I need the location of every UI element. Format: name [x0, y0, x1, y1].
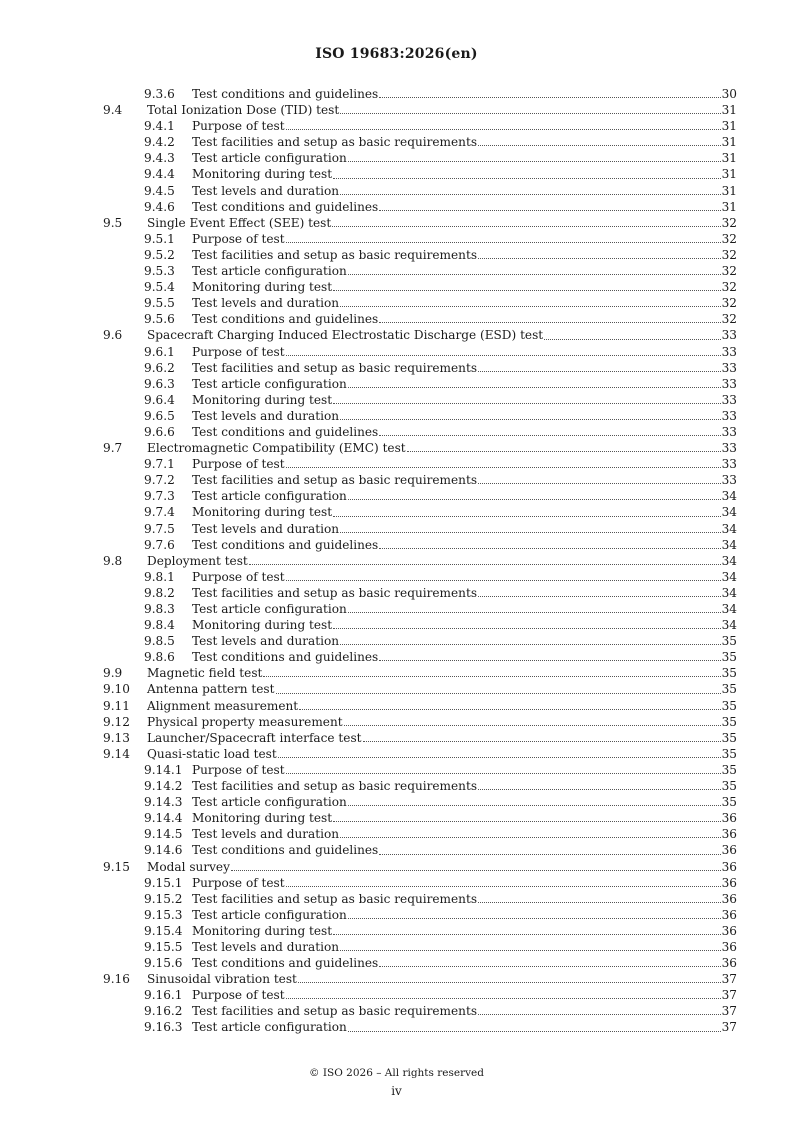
toc-dot-leader	[348, 918, 721, 919]
toc-entry-page: 31	[721, 135, 737, 150]
toc-dot-leader	[333, 178, 720, 179]
toc-entry-number: 9.8.5	[144, 634, 175, 649]
toc-entry-title: Test facilities and setup as basic requirements	[192, 585, 478, 600]
toc-entry[interactable]	[103, 762, 737, 778]
toc-entry[interactable]	[103, 810, 737, 826]
toc-entry-title: Test conditions and guidelines	[192, 87, 379, 101]
toc-entry[interactable]	[103, 488, 737, 504]
toc-entry-page: 33	[721, 457, 737, 472]
toc-entry-title: Sinusoidal vibration test	[147, 972, 297, 987]
toc-dot-leader	[478, 596, 721, 597]
toc-entry[interactable]	[103, 215, 737, 231]
toc-dot-leader	[286, 998, 721, 999]
toc-dot-leader	[333, 934, 720, 935]
toc-dot-leader	[340, 113, 720, 114]
toc-entry-number: 9.6.5	[144, 408, 175, 423]
toc-entry-title: Test facilities and setup as basic requirements	[192, 473, 478, 488]
toc-entry-page: 33	[721, 408, 737, 423]
toc-entry[interactable]	[103, 617, 737, 633]
toc-entry[interactable]	[103, 939, 737, 955]
toc-entry-number: 9.4.6	[144, 199, 175, 214]
toc-dot-leader	[363, 741, 721, 742]
toc-entry-number: 9.8	[103, 553, 123, 568]
toc-entry-number: 9.5.1	[144, 231, 175, 246]
toc-entry-number: 9.15.1	[144, 875, 183, 890]
toc-entry-number: 9.8.6	[144, 650, 175, 665]
toc-entry-page: 36	[721, 956, 737, 971]
toc-entry-page: 31	[721, 199, 737, 214]
toc-entry-page: 36	[721, 859, 737, 874]
toc-dot-leader	[407, 451, 721, 452]
toc-entry[interactable]	[103, 553, 737, 569]
toc-dot-leader	[379, 210, 720, 211]
toc-entry[interactable]	[103, 102, 737, 118]
toc-dot-leader	[286, 773, 721, 774]
toc-entry-number: 9.7.2	[144, 473, 175, 488]
toc-entry-title: Test levels and duration	[192, 634, 340, 649]
toc-entry-title: Purpose of test	[192, 231, 285, 246]
toc-entry-page: 32	[721, 312, 737, 327]
toc-dot-leader	[478, 789, 721, 790]
toc-entry-title: Test facilities and setup as basic requirements	[192, 891, 478, 906]
toc-entry-title: Test conditions and guidelines	[192, 424, 379, 439]
toc-entry-page: 36	[721, 891, 737, 906]
toc-entry[interactable]	[103, 987, 737, 1003]
toc-entry[interactable]	[103, 971, 737, 987]
toc-entry[interactable]	[103, 134, 737, 150]
toc-entry-page: 35	[721, 730, 737, 745]
toc-entry-title: Test facilities and setup as basic requirements	[192, 1004, 478, 1019]
toc-entry-title: Test levels and duration	[192, 296, 340, 311]
toc-entry-title: Test article configuration	[192, 489, 347, 504]
toc-entry[interactable]	[103, 521, 737, 537]
toc-entry-number: 9.14.5	[144, 827, 183, 842]
toc-entry[interactable]	[103, 263, 737, 279]
toc-entry[interactable]	[103, 746, 737, 762]
toc-entry-page: 34	[721, 569, 737, 584]
toc-entry-title: Test levels and duration	[192, 521, 340, 536]
toc-entry-page: 35	[721, 682, 737, 697]
toc-entry-page: 36	[721, 843, 737, 858]
toc-entry-title: Electromagnetic Compatibility (EMC) test	[147, 441, 406, 456]
toc-entry-page: 31	[721, 167, 737, 182]
toc-entry-number: 9.4.1	[144, 119, 175, 134]
toc-entry-number: 9.11	[103, 698, 130, 713]
toc-dot-leader	[544, 339, 720, 340]
toc-dot-leader	[249, 564, 721, 565]
toc-entry[interactable]	[103, 1019, 737, 1035]
toc-dot-leader	[333, 403, 720, 404]
toc-entry[interactable]	[103, 327, 737, 343]
toc-entry-page: 34	[721, 505, 737, 520]
toc-entry[interactable]	[103, 859, 737, 875]
toc-entry[interactable]	[103, 118, 737, 134]
toc-dot-leader	[340, 950, 721, 951]
toc-dot-leader	[333, 821, 720, 822]
toc-dot-leader	[348, 1031, 721, 1032]
toc-entry[interactable]	[103, 424, 737, 440]
toc-entry-page: 35	[721, 779, 737, 794]
toc-entry-title: Test conditions and guidelines	[192, 312, 379, 327]
toc-entry[interactable]	[103, 585, 737, 601]
toc-entry-title: Test facilities and setup as basic requirements	[192, 779, 478, 794]
toc-entry-number: 9.5.3	[144, 264, 175, 279]
toc-entry-title: Test article configuration	[192, 264, 347, 279]
toc-entry-page: 34	[721, 537, 737, 552]
toc-entry-number: 9.12	[103, 714, 130, 729]
toc-entry-number: 9.6.6	[144, 424, 175, 439]
toc-entry-number: 9.8.4	[144, 618, 175, 633]
toc-dot-leader	[478, 483, 721, 484]
toc-entry[interactable]	[103, 698, 737, 714]
toc-entry-title: Monitoring during test	[192, 392, 333, 407]
toc-entry[interactable]	[103, 440, 737, 456]
toc-entry[interactable]	[103, 923, 737, 939]
toc-entry[interactable]	[103, 295, 737, 311]
toc-entry[interactable]	[103, 826, 737, 842]
toc-dot-leader	[332, 226, 720, 227]
toc-entry[interactable]	[103, 842, 737, 858]
toc-dot-leader	[333, 628, 720, 629]
document-header: ISO 19683:2026(en)	[315, 46, 478, 62]
toc-entry-title: Purpose of test	[192, 988, 285, 1003]
toc-dot-leader	[379, 322, 720, 323]
toc-entry-page: 34	[721, 585, 737, 600]
toc-entry[interactable]	[103, 537, 737, 553]
toc-dot-leader	[340, 837, 721, 838]
toc-entry-page: 32	[721, 247, 737, 262]
toc-entry-page: 36	[721, 939, 737, 954]
toc-dot-leader	[348, 499, 721, 500]
toc-entry-number: 9.15.2	[144, 891, 183, 906]
toc-entry-title: Test conditions and guidelines	[192, 843, 379, 858]
toc-entry-number: 9.14	[103, 746, 130, 761]
toc-entry-page: 36	[721, 875, 737, 890]
toc-entry-number: 9.16.1	[144, 988, 183, 1003]
toc-entry-number: 9.7.1	[144, 457, 175, 472]
toc-entry-number: 9.15.4	[144, 923, 183, 938]
toc-entry-title: Physical property measurement	[147, 714, 343, 729]
toc-entry[interactable]	[103, 907, 737, 923]
toc-entry[interactable]	[103, 311, 737, 327]
toc-entry-title: Modal survey	[147, 859, 230, 874]
toc-entry-number: 9.5.5	[144, 296, 175, 311]
toc-dot-leader	[286, 355, 721, 356]
table-of-contents	[103, 86, 737, 1036]
toc-dot-leader	[340, 194, 721, 195]
toc-entry-title: Total Ionization Dose (TID) test	[147, 103, 340, 118]
toc-entry-number: 9.15.5	[144, 939, 183, 954]
toc-entry-page: 34	[721, 553, 737, 568]
toc-entry[interactable]	[103, 601, 737, 617]
toc-entry-title: Test article configuration	[192, 907, 347, 922]
toc-entry-title: Antenna pattern test	[147, 682, 275, 697]
toc-entry-title: Purpose of test	[192, 344, 285, 359]
toc-entry-page: 35	[721, 650, 737, 665]
toc-entry[interactable]	[103, 392, 737, 408]
toc-entry-title: Monitoring during test	[192, 167, 333, 182]
toc-entry-number: 9.6.4	[144, 392, 175, 407]
toc-entry-number: 9.4.2	[144, 135, 175, 150]
toc-entry-number: 9.8.3	[144, 602, 175, 616]
toc-entry[interactable]	[103, 649, 737, 665]
toc-entry[interactable]	[103, 199, 737, 215]
toc-entry[interactable]	[103, 344, 737, 360]
toc-entry-title: Purpose of test	[192, 119, 285, 134]
toc-entry[interactable]	[103, 778, 737, 794]
toc-entry-number: 9.9	[103, 666, 123, 681]
toc-entry-page: 32	[721, 231, 737, 246]
toc-entry[interactable]	[103, 633, 737, 649]
toc-entry[interactable]	[103, 504, 737, 520]
toc-entry-title: Test conditions and guidelines	[192, 956, 379, 971]
toc-entry[interactable]	[103, 714, 737, 730]
toc-entry-page: 35	[721, 698, 737, 713]
toc-entry-title: Purpose of test	[192, 457, 285, 472]
toc-entry[interactable]	[103, 86, 737, 102]
toc-entry-title: Test article configuration	[192, 602, 347, 616]
toc-entry-page: 31	[721, 119, 737, 134]
toc-entry-page: 32	[721, 280, 737, 295]
toc-entry-number: 9.16	[103, 972, 130, 987]
toc-entry-title: Launcher/Spacecraft interface test	[147, 730, 362, 745]
toc-entry-title: Test conditions and guidelines	[192, 650, 379, 665]
toc-entry-number: 9.6.1	[144, 344, 175, 359]
toc-dot-leader	[231, 870, 721, 871]
toc-entry-title: Monitoring during test	[192, 811, 333, 826]
toc-entry-page: 33	[721, 376, 737, 391]
toc-entry-page: 31	[721, 183, 737, 198]
toc-entry-title: Test conditions and guidelines	[192, 537, 379, 552]
toc-entry-page: 35	[721, 666, 737, 681]
toc-entry-number: 9.16.2	[144, 1004, 183, 1019]
toc-dot-leader	[348, 274, 721, 275]
toc-entry-title: Deployment test	[147, 553, 248, 568]
toc-dot-leader	[263, 676, 720, 677]
toc-entry[interactable]	[103, 891, 737, 907]
toc-dot-leader	[340, 644, 721, 645]
toc-dot-leader	[299, 709, 720, 710]
toc-dot-leader	[478, 145, 721, 146]
toc-entry[interactable]	[103, 569, 737, 585]
toc-dot-leader	[344, 725, 721, 726]
toc-entry[interactable]	[103, 360, 737, 376]
toc-dot-leader	[348, 387, 721, 388]
toc-entry-page: 34	[721, 521, 737, 536]
toc-entry-title: Monitoring during test	[192, 618, 333, 633]
toc-entry-title: Test facilities and setup as basic requirements	[192, 135, 478, 150]
toc-entry-number: 9.8.1	[144, 569, 175, 584]
toc-entry-title: Magnetic field test	[147, 666, 263, 681]
toc-entry-number: 9.7.3	[144, 489, 175, 504]
toc-entry[interactable]	[103, 150, 737, 166]
toc-entry-number: 9.7.4	[144, 505, 175, 520]
toc-entry-page: 35	[721, 634, 737, 649]
toc-entry-title: Monitoring during test	[192, 923, 333, 938]
toc-entry[interactable]	[103, 955, 737, 971]
toc-dot-leader	[276, 693, 721, 694]
toc-entry-number: 9.6.3	[144, 376, 175, 391]
toc-entry-page: 31	[721, 103, 737, 118]
toc-entry-title: Test levels and duration	[192, 183, 340, 198]
toc-dot-leader	[478, 258, 721, 259]
toc-entry-title: Spacecraft Charging Induced Electrostatic Discharge (ESD) test	[147, 328, 544, 343]
toc-dot-leader	[286, 242, 721, 243]
toc-entry-number: 9.4.4	[144, 167, 175, 182]
toc-entry-page: 36	[721, 811, 737, 826]
toc-entry-title: Test article configuration	[192, 795, 347, 810]
toc-entry-title: Monitoring during test	[192, 505, 333, 520]
toc-entry-number: 9.14.6	[144, 843, 183, 858]
toc-entry-page: 37	[721, 1004, 737, 1019]
toc-entry-number: 9.5.4	[144, 280, 175, 295]
toc-dot-leader	[348, 805, 721, 806]
toc-dot-leader	[333, 516, 720, 517]
toc-entry-number: 9.7.5	[144, 521, 175, 536]
toc-dot-leader	[348, 612, 721, 613]
toc-entry-title: Purpose of test	[192, 875, 285, 890]
toc-entry-number: 9.8.2	[144, 585, 175, 600]
toc-entry-page: 35	[721, 746, 737, 761]
toc-dot-leader	[340, 532, 721, 533]
toc-entry[interactable]	[103, 247, 737, 263]
toc-entry-number: 9.5	[103, 215, 123, 230]
toc-entry[interactable]	[103, 231, 737, 247]
toc-dot-leader	[379, 966, 720, 967]
toc-dot-leader	[478, 1014, 721, 1015]
toc-entry-page: 35	[721, 795, 737, 810]
toc-entry-page: 33	[721, 424, 737, 439]
toc-dot-leader	[379, 854, 720, 855]
toc-entry-page: 36	[721, 827, 737, 842]
toc-entry-number: 9.4.3	[144, 151, 175, 166]
toc-dot-leader	[278, 757, 721, 758]
toc-entry-page: 37	[721, 972, 737, 987]
toc-entry-title: Purpose of test	[192, 762, 285, 777]
toc-entry[interactable]	[103, 875, 737, 891]
toc-entry-page: 33	[721, 473, 737, 488]
toc-entry-title: Monitoring during test	[192, 280, 333, 295]
toc-entry[interactable]	[103, 665, 737, 681]
toc-entry-page: 34	[721, 618, 737, 633]
toc-entry[interactable]	[103, 681, 737, 697]
toc-entry[interactable]	[103, 794, 737, 810]
toc-dot-leader	[298, 982, 721, 983]
toc-dot-leader	[340, 306, 721, 307]
toc-entry-page: 32	[721, 264, 737, 279]
toc-entry-number: 9.4.5	[144, 183, 175, 198]
toc-dot-leader	[379, 548, 720, 549]
toc-entry-page: 34	[721, 602, 737, 616]
toc-entry-number: 9.5.6	[144, 312, 175, 327]
toc-entry-number: 9.16.3	[144, 1020, 183, 1035]
toc-entry[interactable]	[103, 472, 737, 488]
toc-entry-number: 9.7	[103, 441, 123, 456]
toc-entry-number: 9.7.6	[144, 537, 175, 552]
toc-entry[interactable]	[103, 730, 737, 746]
toc-entry-page: 36	[721, 907, 737, 922]
toc-entry-number: 9.3.6	[144, 87, 175, 101]
toc-entry-page: 33	[721, 328, 737, 343]
toc-entry-page: 32	[721, 296, 737, 311]
toc-entry-page: 34	[721, 489, 737, 504]
toc-entry-number: 9.14.1	[144, 762, 183, 777]
toc-dot-leader	[286, 886, 721, 887]
toc-dot-leader	[379, 435, 720, 436]
toc-entry-number: 9.4	[103, 103, 123, 118]
toc-entry[interactable]	[103, 376, 737, 392]
toc-entry-page: 32	[721, 215, 737, 230]
toc-entry-title: Test levels and duration	[192, 408, 340, 423]
toc-entry-number: 9.15.3	[144, 907, 183, 922]
toc-dot-leader	[333, 290, 720, 291]
toc-entry-title: Single Event Effect (SEE) test	[147, 215, 332, 230]
toc-entry[interactable]	[103, 456, 737, 472]
toc-entry-number: 9.15.6	[144, 956, 183, 971]
toc-entry-title: Test article configuration	[192, 1020, 347, 1035]
toc-entry-title: Test article configuration	[192, 151, 347, 166]
toc-entry-page: 37	[721, 1020, 737, 1035]
toc-dot-leader	[286, 129, 721, 130]
toc-entry-title: Test conditions and guidelines	[192, 199, 379, 214]
toc-dot-leader	[478, 902, 721, 903]
toc-entry[interactable]	[103, 279, 737, 295]
toc-entry-page: 33	[721, 392, 737, 407]
toc-dot-leader	[348, 161, 721, 162]
toc-entry-number: 9.15	[103, 859, 130, 874]
toc-entry[interactable]	[103, 1003, 737, 1019]
toc-entry-page: 30	[721, 87, 737, 101]
toc-entry-page: 33	[721, 344, 737, 359]
toc-entry-number: 9.10	[103, 682, 130, 697]
toc-entry-title: Purpose of test	[192, 569, 285, 584]
toc-entry-title: Test facilities and setup as basic requirements	[192, 247, 478, 262]
toc-entry-title: Test levels and duration	[192, 939, 340, 954]
toc-entry-title: Test levels and duration	[192, 827, 340, 842]
toc-entry-title: Test facilities and setup as basic requirements	[192, 360, 478, 375]
toc-entry-page: 33	[721, 360, 737, 375]
toc-entry-number: 9.14.4	[144, 811, 183, 826]
toc-entry[interactable]	[103, 408, 737, 424]
toc-entry[interactable]	[103, 183, 737, 199]
toc-entry-number: 9.6.2	[144, 360, 175, 375]
copyright-footer: © ISO 2026 – All rights reserved	[309, 1067, 484, 1079]
toc-entry-number: 9.14.3	[144, 795, 183, 810]
toc-entry-number: 9.6	[103, 328, 123, 343]
toc-entry-number: 9.13	[103, 730, 130, 745]
toc-entry[interactable]	[103, 166, 737, 182]
toc-entry-title: Test article configuration	[192, 376, 347, 391]
toc-entry-page: 35	[721, 762, 737, 777]
page-number: iv	[391, 1084, 402, 1098]
toc-entry-title: Quasi-static load test	[147, 746, 277, 761]
toc-entry-page: 35	[721, 714, 737, 729]
toc-entry-page: 37	[721, 988, 737, 1003]
toc-dot-leader	[286, 467, 721, 468]
toc-entry-page: 33	[721, 441, 737, 456]
toc-dot-leader	[478, 371, 721, 372]
toc-entry-number: 9.14.2	[144, 779, 183, 794]
toc-dot-leader	[379, 660, 720, 661]
toc-entry-number: 9.5.2	[144, 247, 175, 262]
toc-entry-page: 31	[721, 151, 737, 166]
toc-entry-title: Alignment measurement	[147, 698, 299, 713]
toc-entry-page: 36	[721, 923, 737, 938]
toc-dot-leader	[340, 419, 721, 420]
toc-dot-leader	[286, 580, 721, 581]
toc-dot-leader	[379, 97, 720, 98]
